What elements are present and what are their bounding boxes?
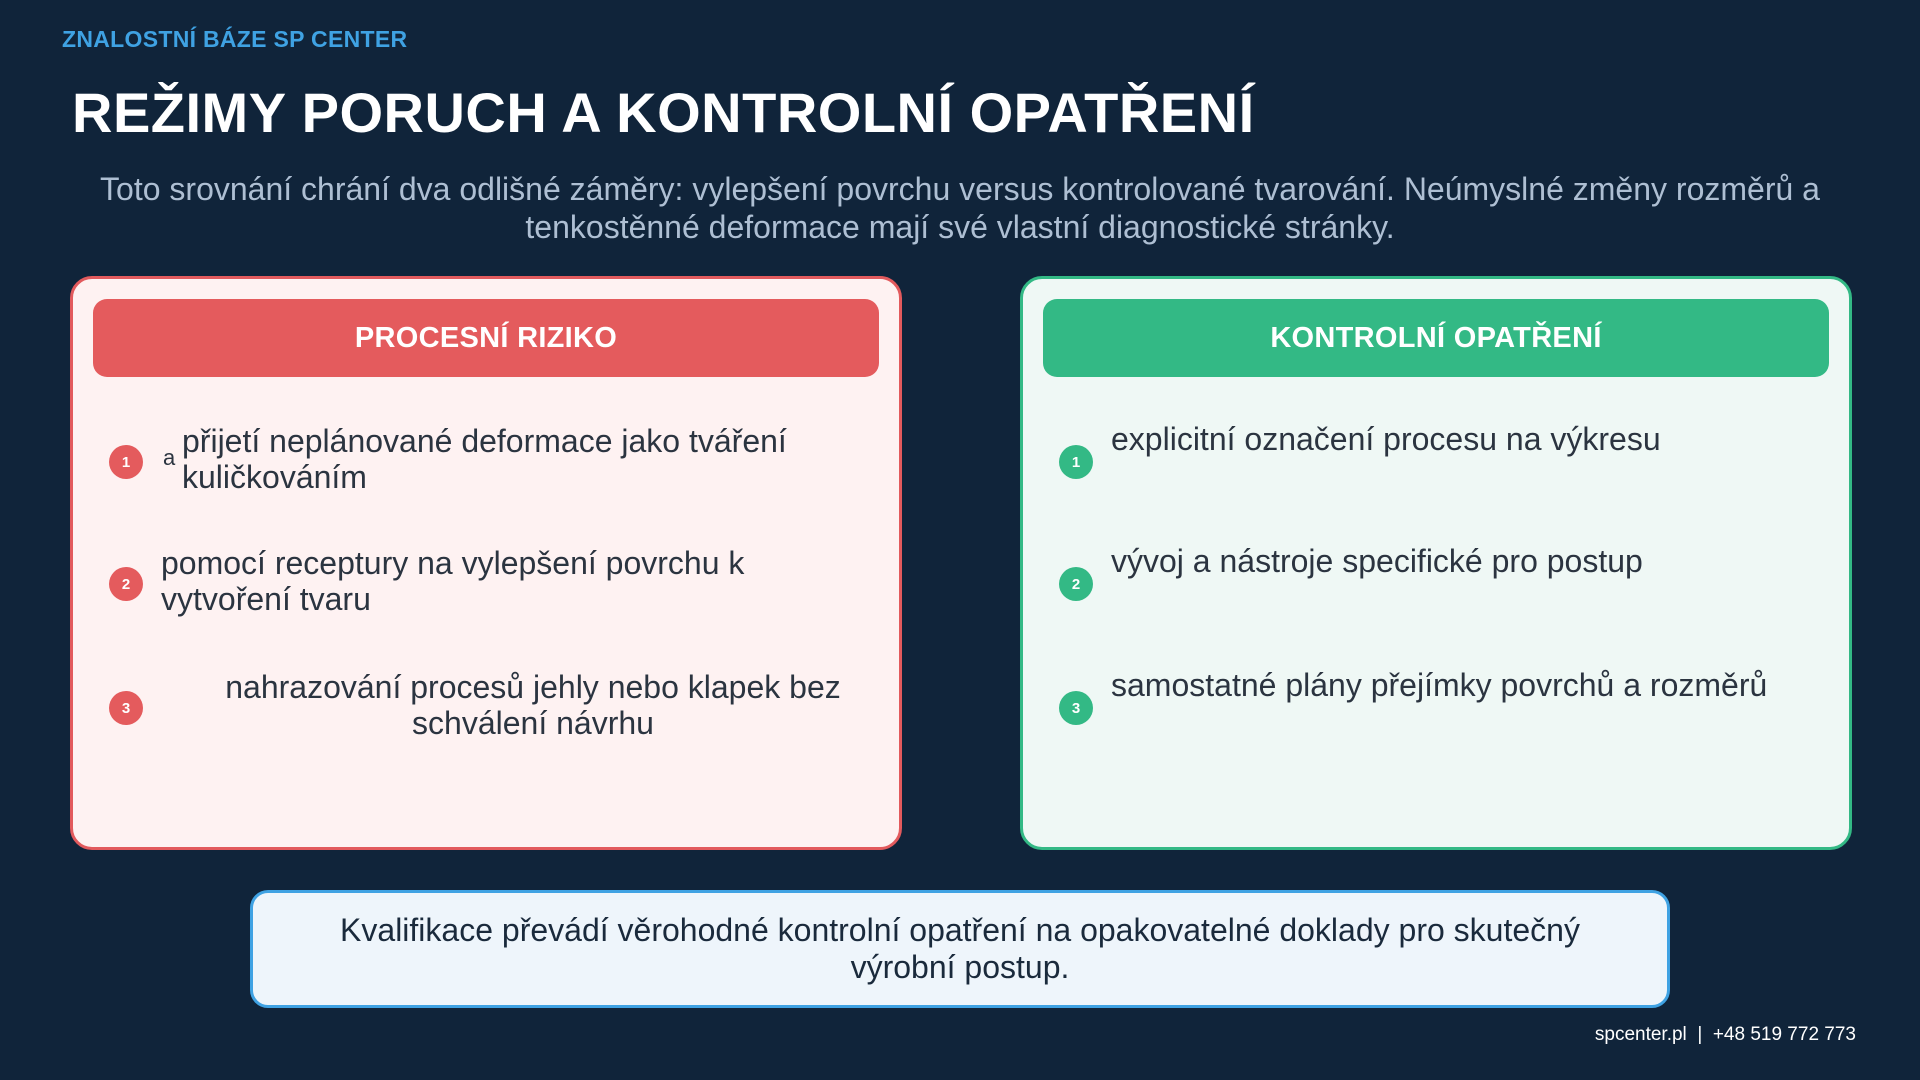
control-item-1 <box>1023 399 1849 509</box>
control-panel-heading: KONTROLNÍ OPATŘENÍ <box>1043 299 1829 377</box>
page-subtitle: Toto srovnání chrání dva odlišné záměry: vylepšení povrchu versus kontrolované tvarování. Neúmyslné změny rozměrů a tenkostěnné deformace mají své vlastní diagnostické stránky. <box>100 171 1820 245</box>
number-badge: 3 <box>109 691 143 725</box>
number-badge: 2 <box>1059 567 1093 601</box>
control-item-text: explicitní označení procesu na výkresu <box>1111 421 1661 457</box>
control-item-3 <box>1023 645 1849 755</box>
risk-item-1 <box>73 399 899 509</box>
risk-item-text: nahrazování procesů jehly nebo klapek bez schválení návrhu <box>225 669 841 741</box>
control-item-2 <box>1023 521 1849 631</box>
control-item-text: vývoj a nástroje specifické pro postup <box>1111 543 1643 579</box>
risk-item-2 <box>73 521 899 631</box>
summary-callout: Kvalifikace převádí věrohodné kontrolní opatření na opakovatelné doklady pro skutečný výrobní postup. <box>250 890 1670 1008</box>
risk-item-prefix: a <box>163 445 176 470</box>
risk-item-3 <box>73 645 899 755</box>
contact-info: spcenter.pl | +48 519 772 773 <box>1594 1024 1856 1045</box>
control-item-text: samostatné plány přejímky povrchů a rozměrů <box>1111 667 1768 703</box>
control-panel <box>1020 276 1852 850</box>
risk-item-text: přijetí neplánované deformace jako tváření kuličkováním <box>182 423 787 495</box>
number-badge: 1 <box>109 445 143 479</box>
risk-panel <box>70 276 902 850</box>
number-badge: 2 <box>109 567 143 601</box>
risk-item-text: pomocí receptury na vylepšení povrchu k vytvoření tvaru <box>161 545 745 617</box>
number-badge: 3 <box>1059 691 1093 725</box>
number-badge: 1 <box>1059 445 1093 479</box>
risk-panel-heading: PROCESNÍ RIZIKO <box>93 299 879 377</box>
eyebrow-label: ZNALOSTNÍ BÁZE SP CENTER <box>62 26 408 52</box>
page-title: REŽIMY PORUCH A KONTROLNÍ OPATŘENÍ <box>72 81 1255 144</box>
